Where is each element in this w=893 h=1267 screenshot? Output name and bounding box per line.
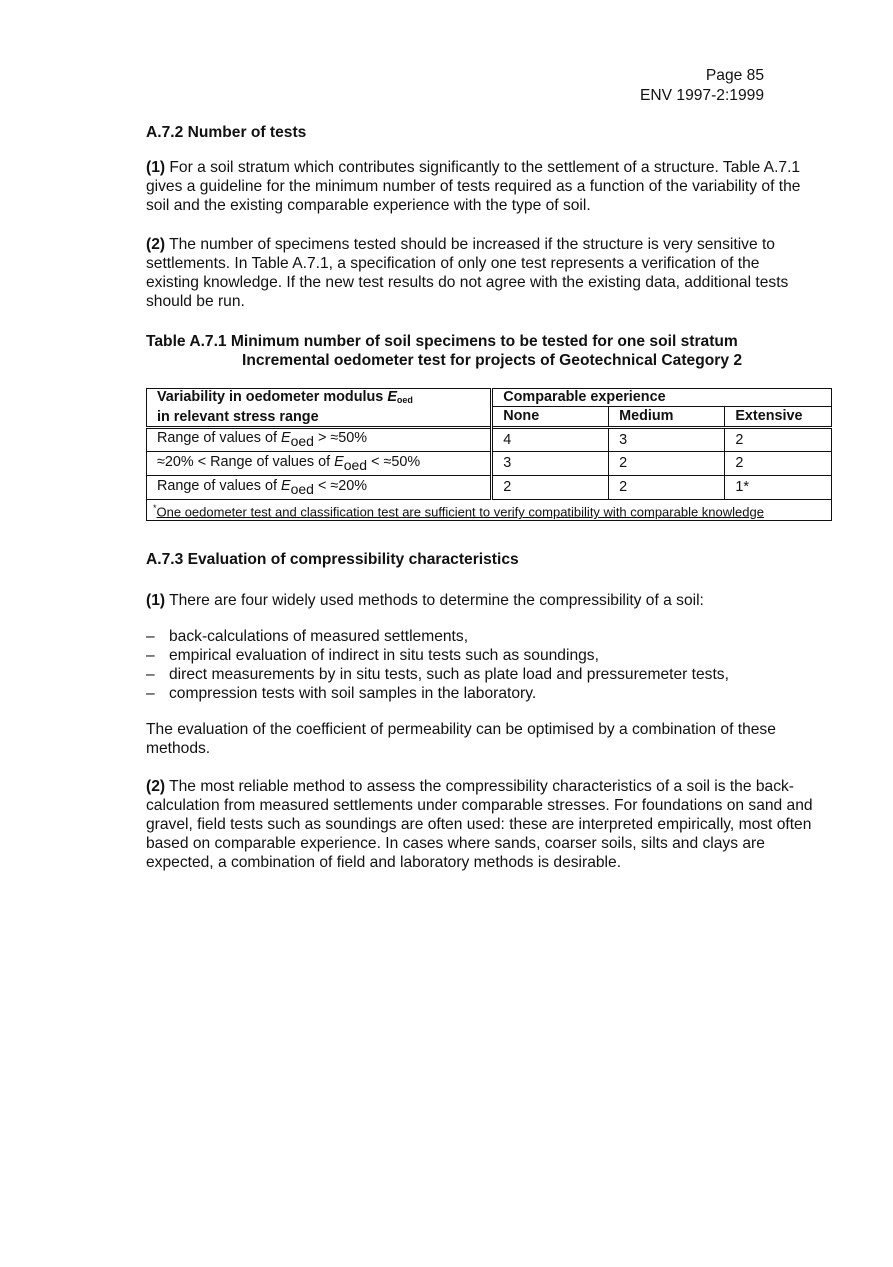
methods-list bbox=[146, 627, 826, 703]
cell-extensive: 2 bbox=[725, 428, 832, 452]
paragraph-text: The most reliable method to assess the compressibility characteristics of a soil is the back-calculation from measured settlements under comparable stresses. For foundations on sand and gravel, field tests such as soundings are often used: these are interpreted empirically, most often based on comparable experience. In cases where sands, coarser soils, silts and clays are expected, a combination of field and laboratory methods is desirable. bbox=[146, 778, 813, 871]
specimen-table bbox=[146, 388, 832, 521]
section-heading-a73: A.7.3 Evaluation of compressibility characteristics bbox=[146, 551, 519, 568]
list-item: – back-calculations of measured settlements, bbox=[146, 628, 469, 645]
paragraph-number: (1) bbox=[146, 592, 166, 609]
cell-none: 2 bbox=[492, 476, 609, 500]
cell-extensive: 1* bbox=[725, 476, 832, 500]
paragraph-a73-2 bbox=[146, 777, 814, 872]
list-item: – empirical evaluation of indirect in situ tests such as soundings, bbox=[146, 647, 599, 664]
row-label: ≈20% < Range of values of $E_{oed} < \approx 50\%$ bbox=[147, 452, 492, 476]
page-number: Page 85 bbox=[705, 67, 764, 84]
cell-none: 4 bbox=[492, 428, 609, 452]
paragraph-a73-1 bbox=[146, 591, 814, 610]
table-row bbox=[147, 452, 832, 476]
cell-medium: 2 bbox=[609, 452, 725, 476]
paragraph-evaluation: The evaluation of the coefficient of permeability can be optimised by a combination of these methods. bbox=[146, 721, 776, 757]
header-variability: Variability in oedometer modulus $E_{oed}$ in relevant stress range bbox=[147, 389, 492, 428]
paragraph-number: (1) bbox=[146, 159, 166, 176]
table-row bbox=[147, 476, 832, 500]
paragraph-text: The number of specimens tested should be increased if the structure is very sensitive to settlements. In Table A.7.1, a specification of only one test represents a verification of the existing knowledge. If the new test results do not agree with the existing data, additional tests should be run. bbox=[146, 236, 789, 310]
paragraph-text: There are four widely used methods to determine the compressibility of a soil: bbox=[165, 592, 704, 609]
paragraph-a72-1 bbox=[146, 158, 814, 215]
cell-none: 3 bbox=[492, 452, 609, 476]
table-row bbox=[147, 428, 832, 452]
table-footnote-row bbox=[147, 500, 832, 521]
row-label: Range of values of $E_{oed} < \approx 20\%$ bbox=[147, 476, 492, 500]
section-heading-a72: A.7.2 Number of tests bbox=[146, 124, 307, 141]
document-reference: ENV 1997-2:1999 bbox=[640, 87, 764, 104]
cell-extensive: 2 bbox=[725, 452, 832, 476]
table-caption-line2: Incremental oedometer test for projects of Geotechnical Category 2 bbox=[242, 352, 742, 369]
cell-medium: 3 bbox=[609, 428, 725, 452]
footnote-mark: * bbox=[153, 503, 157, 513]
cell-medium: 2 bbox=[609, 476, 725, 500]
paragraph-a72-2 bbox=[146, 235, 814, 311]
table-header-row bbox=[147, 389, 832, 407]
paragraph-number: (2) bbox=[146, 778, 166, 795]
table-caption bbox=[146, 332, 826, 370]
row-label: Range of values of $E_{oed} > \approx 50\%$ bbox=[147, 428, 492, 452]
table-caption-line1: Table A.7.1 Minimum number of soil specimens to be tested for one soil stratum bbox=[146, 333, 738, 350]
list-item: – compression tests with soil samples in the laboratory. bbox=[146, 685, 537, 702]
header-none: None bbox=[492, 407, 609, 428]
list-item: – direct measurements by in situ tests, such as plate load and pressuremeter tests, bbox=[146, 666, 729, 683]
header-extensive: Extensive bbox=[725, 407, 832, 428]
table-footnote: *One oedometer test and classification test are sufficient to verify compatibility with comparable knowledge bbox=[147, 500, 832, 521]
paragraph-text: For a soil stratum which contributes significantly to the settlement of a structure. Table A.7.1 gives a guideline for the minimum number of tests required as a function of the variability of the soil and the existing comparable experience with the type of soil. bbox=[146, 159, 801, 214]
paragraph-number: (2) bbox=[146, 236, 166, 253]
header-comparable-experience: Comparable experience bbox=[492, 389, 832, 407]
header-medium: Medium bbox=[609, 407, 725, 428]
